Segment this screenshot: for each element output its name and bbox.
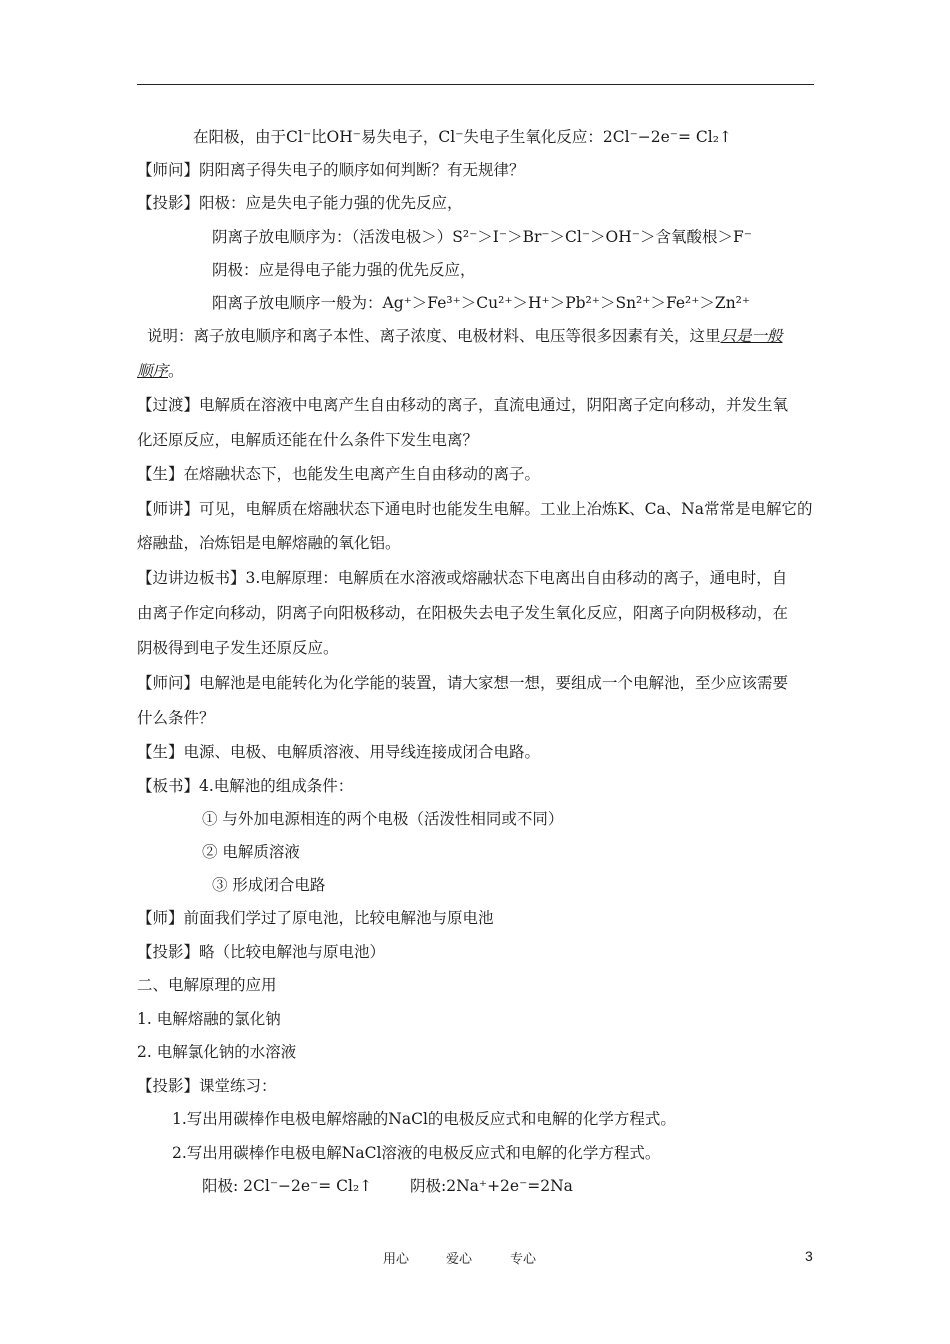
text-line: 【师】前面我们学过了原电池，比较电解池与原电池 [137,909,494,927]
note-emphasis: 只是一般 [720,327,783,345]
text-line: 阴离子放电顺序为：（活泼电极＞）S²⁻＞I⁻＞Br⁻＞Cl⁻＞OH⁻＞含氧酸根＞F⁻ [212,228,752,246]
text-line: 阴极：应是得电子能力强的优先反应， [212,261,476,279]
section-heading: 二、电解原理的应用 [137,976,277,994]
text-line: 由离子作定向移动，阴离子向阳极移动，在阳极失去电子发生氧化反应，阳离子向阴极移动，在 [137,604,789,622]
text-line: 【投影】略（比较电解池与原电池） [137,943,386,961]
list-item: ① 与外加电源相连的两个电极（活泼性相同或不同） [202,810,564,828]
list-item: ② 电解质溶液 [202,843,300,861]
text-line: 【师讲】可见，电解质在熔融状态下通电时也能发生电解。工业上冶炼K、Ca、Na常常是电解它的 [137,500,813,518]
note-line [147,325,783,347]
text-line: 【师问】阴阳离子得失电子的顺序如何判断？有无规律？ [137,161,525,179]
text-line: 【边讲边板书】3.电解原理：电解质在水溶液或熔融状态下电离出自由移动的离子，通电时，自 [137,569,788,587]
note-text: 。 [168,362,184,380]
text-line: 【生】电源、电极、电解质溶液、用导线连接成闭合电路。 [137,743,541,761]
footer-text: 用心 [383,1252,410,1267]
text-line: 什么条件？ [137,709,215,727]
page-number: 3 [805,1248,813,1264]
text-line: 【板书】4.电解池的组成条件： [137,777,354,795]
text-line: 【师问】电解池是电能转化为化学能的装置，请大家想一想，要组成一个电解池，至少应该需要 [137,674,789,692]
note-emphasis: 顺序 [137,362,169,380]
exercise-item: 2.写出用碳棒作电极电解NaCl溶液的电极反应式和电解的化学方程式。 [172,1144,661,1162]
text-line: 【投影】阳极：应是失电子能力强的优先反应， [137,194,463,212]
equation-anode: 阳极: 2Cl⁻−2e⁻= Cl₂↑ [202,1177,373,1195]
exercise-item: 1.写出用碳棒作电极电解熔融的NaCl的电极反应式和电解的化学方程式。 [172,1110,676,1128]
text-line: 【生】在熔融状态下，也能发生电离产生自由移动的离子。 [137,465,541,483]
footer-text: 专心 [510,1252,537,1267]
footer-text: 爱心 [446,1252,473,1267]
list-item: ③ 形成闭合电路 [212,876,326,894]
text-line: 阳离子放电顺序一般为：Ag⁺＞Fe³⁺＞Cu²⁺＞H⁺＞Pb²⁺＞Sn²⁺＞Fe²⁺＞Zn²⁺ [212,294,751,312]
equation-cathode: 阴极:2Na⁺+2e⁻=2Na [410,1177,573,1195]
text-line: 熔融盐，冶炼铝是电解熔融的氧化铝。 [137,534,401,552]
note-text: 说明：离子放电顺序和离子本性、离子浓度、电极材料、电压等很多因素有关，这里 [147,327,721,345]
list-item: 2. 电解氯化钠的水溶液 [137,1043,297,1061]
text-line: 阴极得到电子发生还原反应。 [137,639,339,657]
list-item: 1. 电解熔融的氯化钠 [137,1010,281,1028]
text-line: 化还原反应，电解质还能在什么条件下发生电离？ [137,431,479,449]
header-rule [137,84,814,85]
text-line: 【过渡】电解质在溶液中电离产生自由移动的离子，直流电通过，阴阳离子定向移动，并发生氧 [137,396,789,414]
note-line [137,360,184,382]
text-line: 【投影】课堂练习： [137,1077,277,1095]
text-line: 在阳极，由于Cl⁻比OH⁻易失电子，Cl⁻失电子生氧化反应：2Cl⁻−2e⁻= Cl₂↑ [193,128,732,146]
